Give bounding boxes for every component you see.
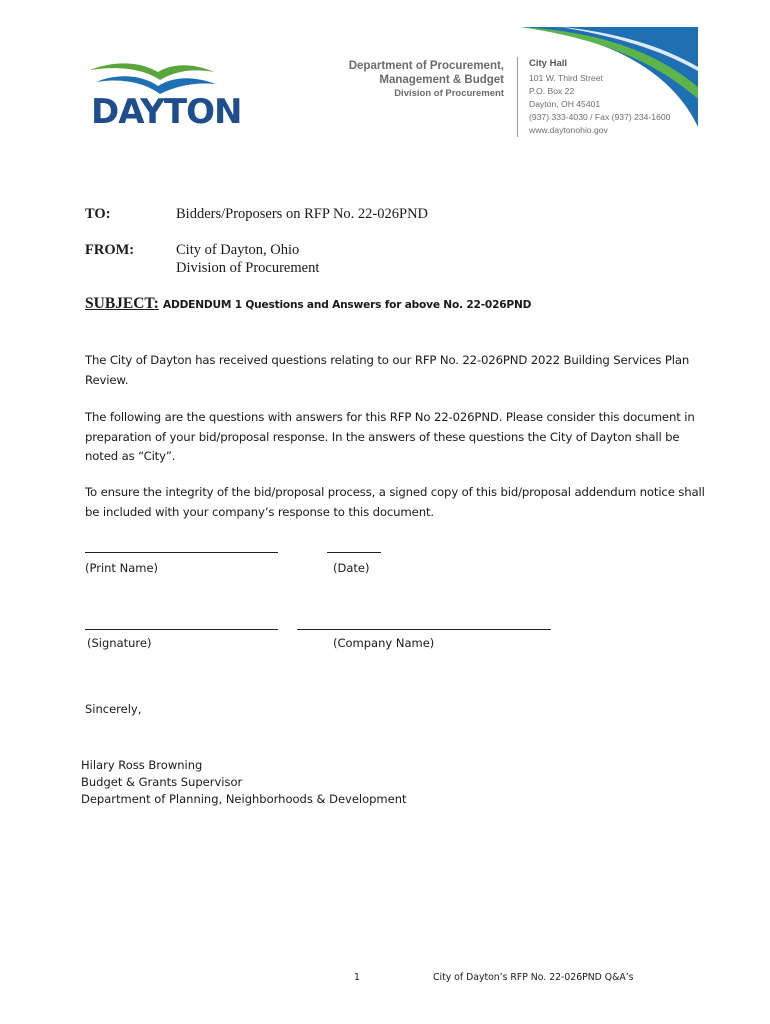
company-name-line	[297, 629, 551, 630]
page-number: 1	[354, 972, 360, 983]
from-line1: City of Dayton, Ohio	[176, 242, 300, 258]
subject-text: ADDENDUM 1 Questions and Answers for above No. 22-026PND	[163, 299, 532, 311]
division-name: Division of Procurement	[394, 88, 504, 99]
print-name-label: (Print Name)	[85, 561, 159, 575]
signer-name: Hilary Ross Browning	[81, 758, 203, 772]
date-line	[327, 552, 381, 553]
paragraph-intro: The City of Dayton has received questions relating to our RFP No. 22-026PND 2022 Building Services Plan Review.	[85, 353, 690, 387]
logo-wordmark: DAYTON	[91, 92, 242, 132]
letterhead-divider	[517, 57, 518, 137]
signer-department: Department of Planning, Neighborhoods & Development	[81, 792, 407, 806]
paragraph-integrity: To ensure the integrity of the bid/proposal process, a signed copy of this bid/proposal addendum notice shall be included with your company’s response to this document.	[85, 485, 705, 519]
address-phone: (937) 333-4030 / Fax (937) 234-1600	[529, 112, 671, 122]
footer-title: City of Dayton’s RFP No. 22-026PND Q&A’s	[433, 972, 634, 983]
to-value: Bidders/Proposers on RFP No. 22-026PND	[176, 206, 429, 222]
department-name-line1: Department of Procurement,	[348, 60, 504, 72]
department-name-line2: Management & Budget	[379, 74, 504, 86]
address-street: 101 W. Third Street	[529, 73, 603, 83]
signer-title: Budget & Grants Supervisor	[81, 775, 243, 789]
print-name-line	[85, 552, 278, 553]
signature-label: (Signature)	[87, 636, 152, 650]
to-label: TO:	[85, 206, 111, 222]
salutation: Sincerely,	[85, 702, 142, 716]
city-hall-title: City Hall	[529, 58, 568, 69]
date-label: (Date)	[333, 561, 370, 575]
from-line2: Division of Procurement	[176, 260, 320, 276]
paragraph-questions: The following are the questions with answers for this RFP No 22-026PND. Please consider this document in preparation of your bid/proposal response. In the answers of these questions the City of Dayton shall be noted as “City”.	[85, 410, 695, 463]
address-website: www.daytonohio.gov	[529, 125, 608, 135]
address-city: Dayton, OH 45401	[529, 99, 601, 109]
signature-line	[85, 629, 278, 630]
subject-label: SUBJECT:	[85, 295, 159, 312]
company-name-label: (Company Name)	[333, 636, 435, 650]
from-label: FROM:	[85, 242, 135, 258]
address-po-box: P.O. Box 22	[529, 86, 575, 96]
